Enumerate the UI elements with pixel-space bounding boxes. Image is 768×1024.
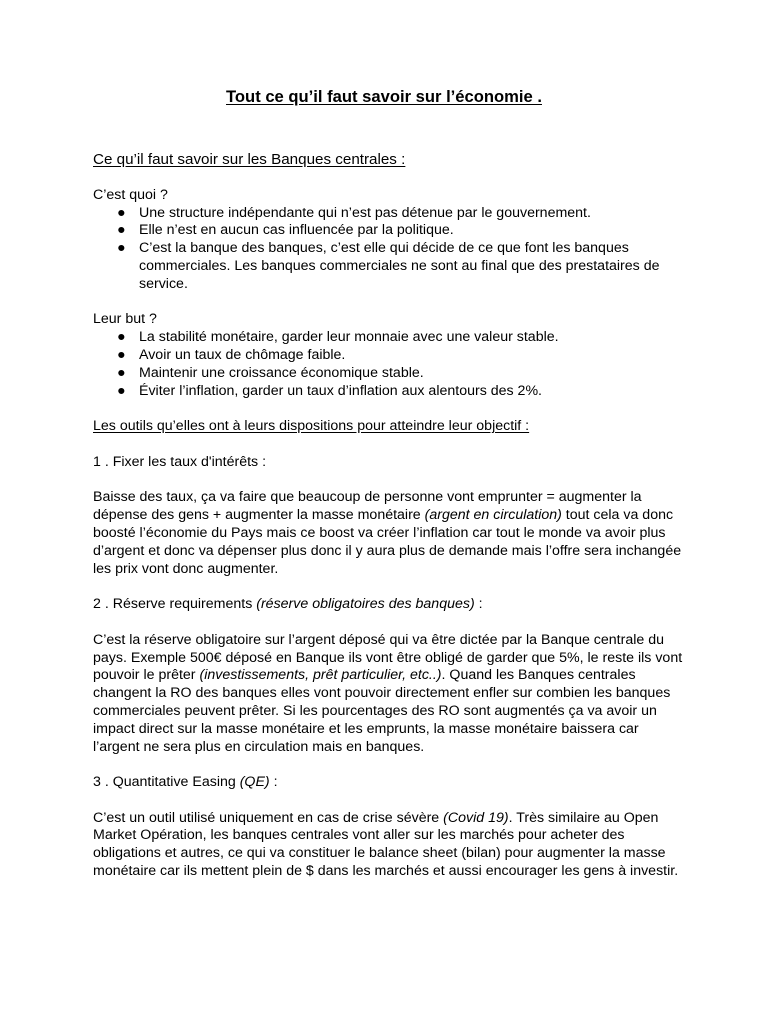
- page-title: Tout ce qu’il faut savoir sur l’économie .: [226, 87, 542, 106]
- list-item: [93, 365, 683, 383]
- tool3-heading-em: (QE): [239, 774, 270, 791]
- list-item: [93, 205, 683, 223]
- tool1-text-em: (argent en circulation): [424, 507, 562, 524]
- document-body: [93, 150, 683, 881]
- list-item-text: C’est la banque des banques, c’est elle qui décide de ce que font les banques commerciales. Les banques commerciales ne sont au final que des prestataires de service.: [139, 240, 660, 292]
- tool3-paragraph: [93, 810, 683, 881]
- tool1-text-a: Baisse des taux, ça va faire que beaucoup de personne vont emprunter = augmenter la dépense des gens + augmenter la masse monétaire: [93, 489, 642, 524]
- tool2-text-em: (investissements, prêt particulier, etc..): [199, 667, 442, 684]
- list-item-text: Maintenir une croissance économique stable.: [139, 364, 424, 381]
- question-goal: Leur but ?: [93, 311, 157, 328]
- tool3-heading-a: 3 . Quantitative Easing: [93, 774, 240, 791]
- question-what-is-it: C’est quoi ?: [93, 186, 168, 203]
- list-item: [93, 383, 683, 401]
- bullet-icon: ●: [117, 382, 126, 399]
- tool1-text-b: tout cela va donc boosté l’économie du Pays mais ce boost va créer l’inflation car tout le monde va avoir plus d’argent et donc va dépenser plus donc il y aura plus de demande mais l’offre sera inchangée les prix vont donc augmenter.: [93, 507, 682, 577]
- list-item: [93, 329, 683, 347]
- bullet-icon: ●: [117, 329, 126, 346]
- tool2-text-b: . Quand les Banques centrales changent la RO des banques elles vont pouvoir directement enfler sur combien les banques commerciales peuvent prêter. Si les pourcentages des RO sont augmentés ça va avoir un impact direct sur la masse monétaire et les emprunts, la masse monétaire baissera car l’argent ne sera plus en circulation mais en banques.: [93, 667, 671, 755]
- tool3-text-a: C’est un outil utilisé uniquement en cas de crise sévère: [93, 809, 444, 826]
- bullet-icon: ●: [117, 346, 126, 363]
- list-item-text: Elle n’est en aucun cas influencée par la politique.: [139, 222, 454, 239]
- list-item: [93, 347, 683, 365]
- tool3-text-em: (Covid 19): [443, 809, 509, 826]
- tools-heading: Les outils qu’elles ont à leurs dispositions pour atteindre leur objectif :: [93, 418, 530, 435]
- bullet-list-what-is-it: [93, 205, 683, 294]
- tool2-heading: [93, 596, 683, 614]
- bullet-icon: ●: [117, 204, 126, 221]
- list-item-text: Une structure indépendante qui n’est pas détenue par le gouvernement.: [139, 204, 591, 221]
- bullet-icon: ●: [117, 240, 126, 257]
- tool1-paragraph: [93, 489, 683, 578]
- tool3-text-b: . Très similaire au Open Market Opération, les banques centrales vont aller sur les marchés pour acheter des obligations et autres, ce qui va constituer le balance sheet (bilan) pour augmenter la masse monétaire car ils mettent plein de $ dans les marchés et aussi encourager les gens à investir.: [93, 809, 679, 880]
- list-item-text: La stabilité monétaire, garder leur monnaie avec une valeur stable.: [139, 329, 559, 346]
- tool2-heading-a: 2 . Réserve requirements: [93, 596, 257, 613]
- tool2-heading-em: (réserve obligatoires des banques): [256, 596, 475, 613]
- list-item-text: Éviter l’inflation, garder un taux d’inflation aux alentours des 2%.: [139, 382, 542, 399]
- tool1-heading: 1 . Fixer les taux d'intérêts :: [93, 453, 267, 470]
- tool3-heading-b: :: [269, 774, 278, 791]
- bullet-icon: ●: [117, 222, 126, 239]
- bullet-icon: ●: [117, 364, 126, 381]
- list-item-text: Avoir un taux de chômage faible.: [139, 346, 346, 363]
- bullet-list-goal: [93, 329, 683, 400]
- tool2-heading-b: :: [474, 596, 483, 613]
- list-item: [93, 222, 683, 240]
- tool2-text-a: C’est la réserve obligatoire sur l’argent déposé qui va être dictée par la Banque centrale du pays. Exemple 500€ déposé en Banque ils vont être obligé de garder que 5%, le reste ils vont pouvoir le prêter: [93, 631, 683, 684]
- tool2-paragraph: [93, 632, 683, 757]
- section-heading: Ce qu’il faut savoir sur les Banques centrales :: [93, 151, 406, 168]
- list-item: [93, 240, 683, 293]
- tool3-heading: [93, 774, 683, 792]
